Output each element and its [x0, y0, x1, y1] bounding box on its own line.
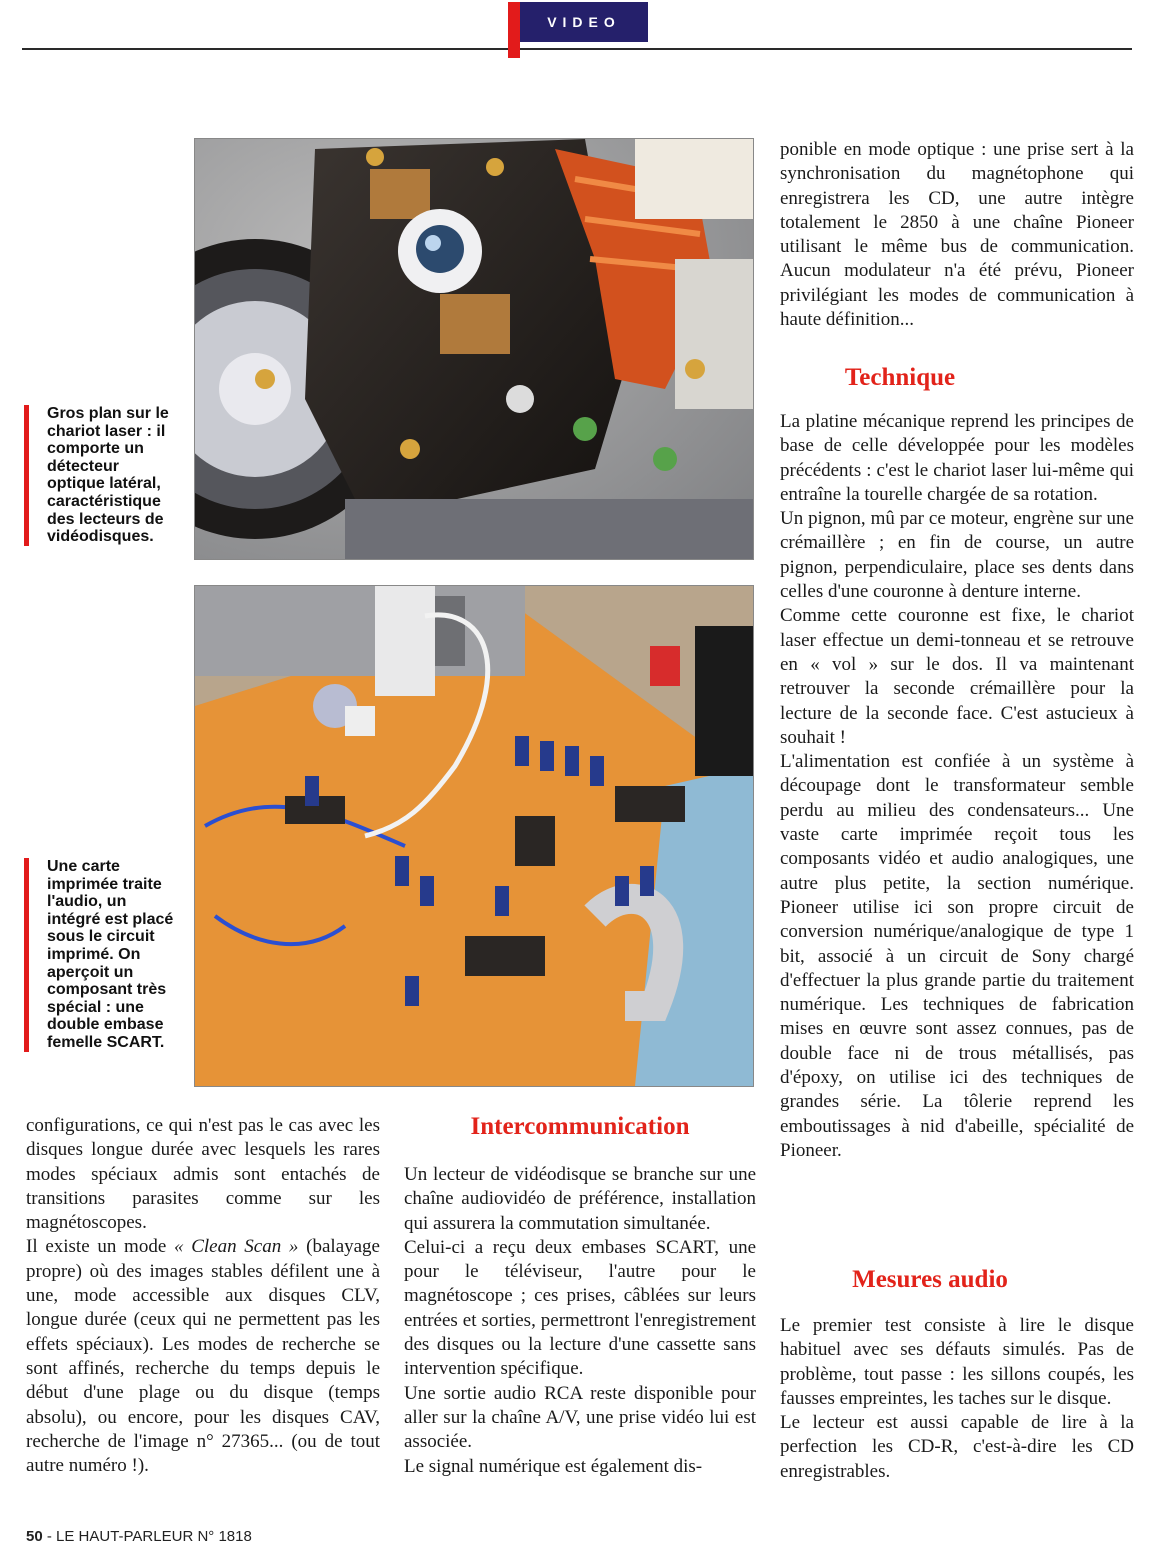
middle-paragraph-4: Le signal numérique est également dis-	[404, 1455, 703, 1477]
left-column	[26, 1114, 380, 1478]
left-p2-end: (balayage propre) où des images stables défilent une à une, mode accessible aux disques CLV, longue durée (ceux qui ne permettent pas les effets spéciaux). Les modes de recherche se sont affinés, recherche du temps depuis le début d'une plage ou du disque (temps absolu), ou encore, pour les disques CAV, recherche de l'image n° 27365... (ou de tout autre numéro !).	[26, 1236, 380, 1477]
middle-column	[404, 1163, 756, 1479]
technique-paragraph-4: L'alimentation est confiée à un système à découpage dont le transformateur semble perdu au milieu des condensateurs... Une vaste carte imprimée reçoit tous les composants vidéo et audio analogiques, une autre plus petite, la section numérique. Pioneer utilise ici son propre circuit de conversion numérique/analogique de type 1 bit, associé à un circuit de Sony chargé d'effectuer la plus grande partie du traitement numérique. Les techniques de fabrication mises en œuvre sont assez connues, pas de double face ni de trous métallisés, pas d'époxy, on utilise ici des techniques de grandes série. La tôlerie reprend les emboutissages à nid d'abeille, spécialité de Pioneer.	[780, 751, 1134, 1161]
left-paragraph-2	[26, 1235, 380, 1478]
page-footer	[26, 1528, 252, 1545]
right-paragraph-0: ponible en mode optique : une prise sert à la synchronisation du magnétophone qui enregistrera les CD, une autre intègre totalement le 2850 à une chaîne Pioneer utilisant le même bus de communication. Aucun modulateur n'a été prévu, Pioneer privilégiant les modes de communication à haute définition...	[780, 139, 1134, 331]
mesures-paragraph-2: Le lecteur est aussi capable de lire à la perfection les CD-R, c'est-à-dire les CD enregistrables.	[780, 1412, 1134, 1482]
heading-technique: Technique	[844, 364, 956, 391]
photo-caption-top: Gros plan sur le chariot laser : il comporte un détecteur optique latéral, caractéristique des lecteurs de vidéodisques.	[24, 405, 177, 546]
page-number: 50	[26, 1528, 43, 1545]
section-label: VIDEO	[520, 2, 648, 42]
photo-caption-bottom: Une carte imprimée traite l'audio, un intégré est placé sous le circuit imprimé. On aperçoit un composant très spécial : une double embase femelle SCART.	[24, 858, 177, 1052]
technique-paragraph-1: La platine mécanique reprend les principes de base de celle développée pour les modèles précédents : c'est le chariot laser lui-même qui entraîne la tourelle chargée de sa rotation.	[780, 411, 1134, 505]
technique-paragraph-2: Un pignon, mû par ce moteur, engrène sur une crémaillère ; en fin de course, un autre pignon, perpendiculaire, place ses dents dans celles d'une couronne à denture interne.	[780, 508, 1134, 603]
left-p2-start: Il existe un mode	[26, 1236, 174, 1258]
clean-scan-term: « Clean Scan »	[173, 1236, 299, 1258]
section-tab-red-bar	[508, 2, 520, 58]
section-tab	[508, 2, 648, 58]
audio-board-photo	[194, 585, 754, 1087]
publication-name: - LE HAUT-PARLEUR N° 1818	[42, 1528, 252, 1545]
technique-paragraph-3: Comme cette couronne est fixe, le chariot laser effectue un demi-tonneau et se retrouve en « vol » sur le dos. Il va maintenant retrouver la seconde crémaillère pour la lecture de la seconde face. C'est astucieux à souhait !	[780, 605, 1134, 748]
right-column-mesures	[780, 1314, 1134, 1484]
right-column-technique	[780, 410, 1134, 1163]
left-paragraph-1: configurations, ce qui n'est pas le cas avec les disques longue durée avec lesquels les rares modes spéciaux admis sont entachés de transitions parasites comme sur les magnétoscopes.	[26, 1115, 380, 1234]
middle-paragraph-2: Celui-ci a reçu deux embases SCART, une pour le téléviseur, l'autre pour le magnétoscope ; ces prises, câblées sur leurs entrées et sorties, permettront l'enregistrement des disques ou la lecture d'une cassette sans intervention spécifique.	[404, 1236, 756, 1380]
middle-paragraph-1: Un lecteur de vidéodisque se branche sur une chaîne audiovidéo de préférence, installation qui assurera la commutation simultanée.	[404, 1164, 756, 1234]
laser-carriage-photo	[194, 138, 754, 560]
middle-paragraph-3: Une sortie audio RCA reste disponible pour aller sur la chaîne A/V, une prise vidéo lui est associée.	[404, 1382, 756, 1453]
right-column-intro	[780, 138, 1134, 332]
heading-intercommunication: Intercommunication	[470, 1113, 690, 1140]
mesures-paragraph-1: Le premier test consiste à lire le disque habituel avec ses défauts simulés. Pas de problème, tout passe : les sillons coupés, les fausses empreintes, les taches sur le disque.	[780, 1315, 1134, 1409]
heading-mesures-audio: Mesures audio	[852, 1266, 1008, 1293]
